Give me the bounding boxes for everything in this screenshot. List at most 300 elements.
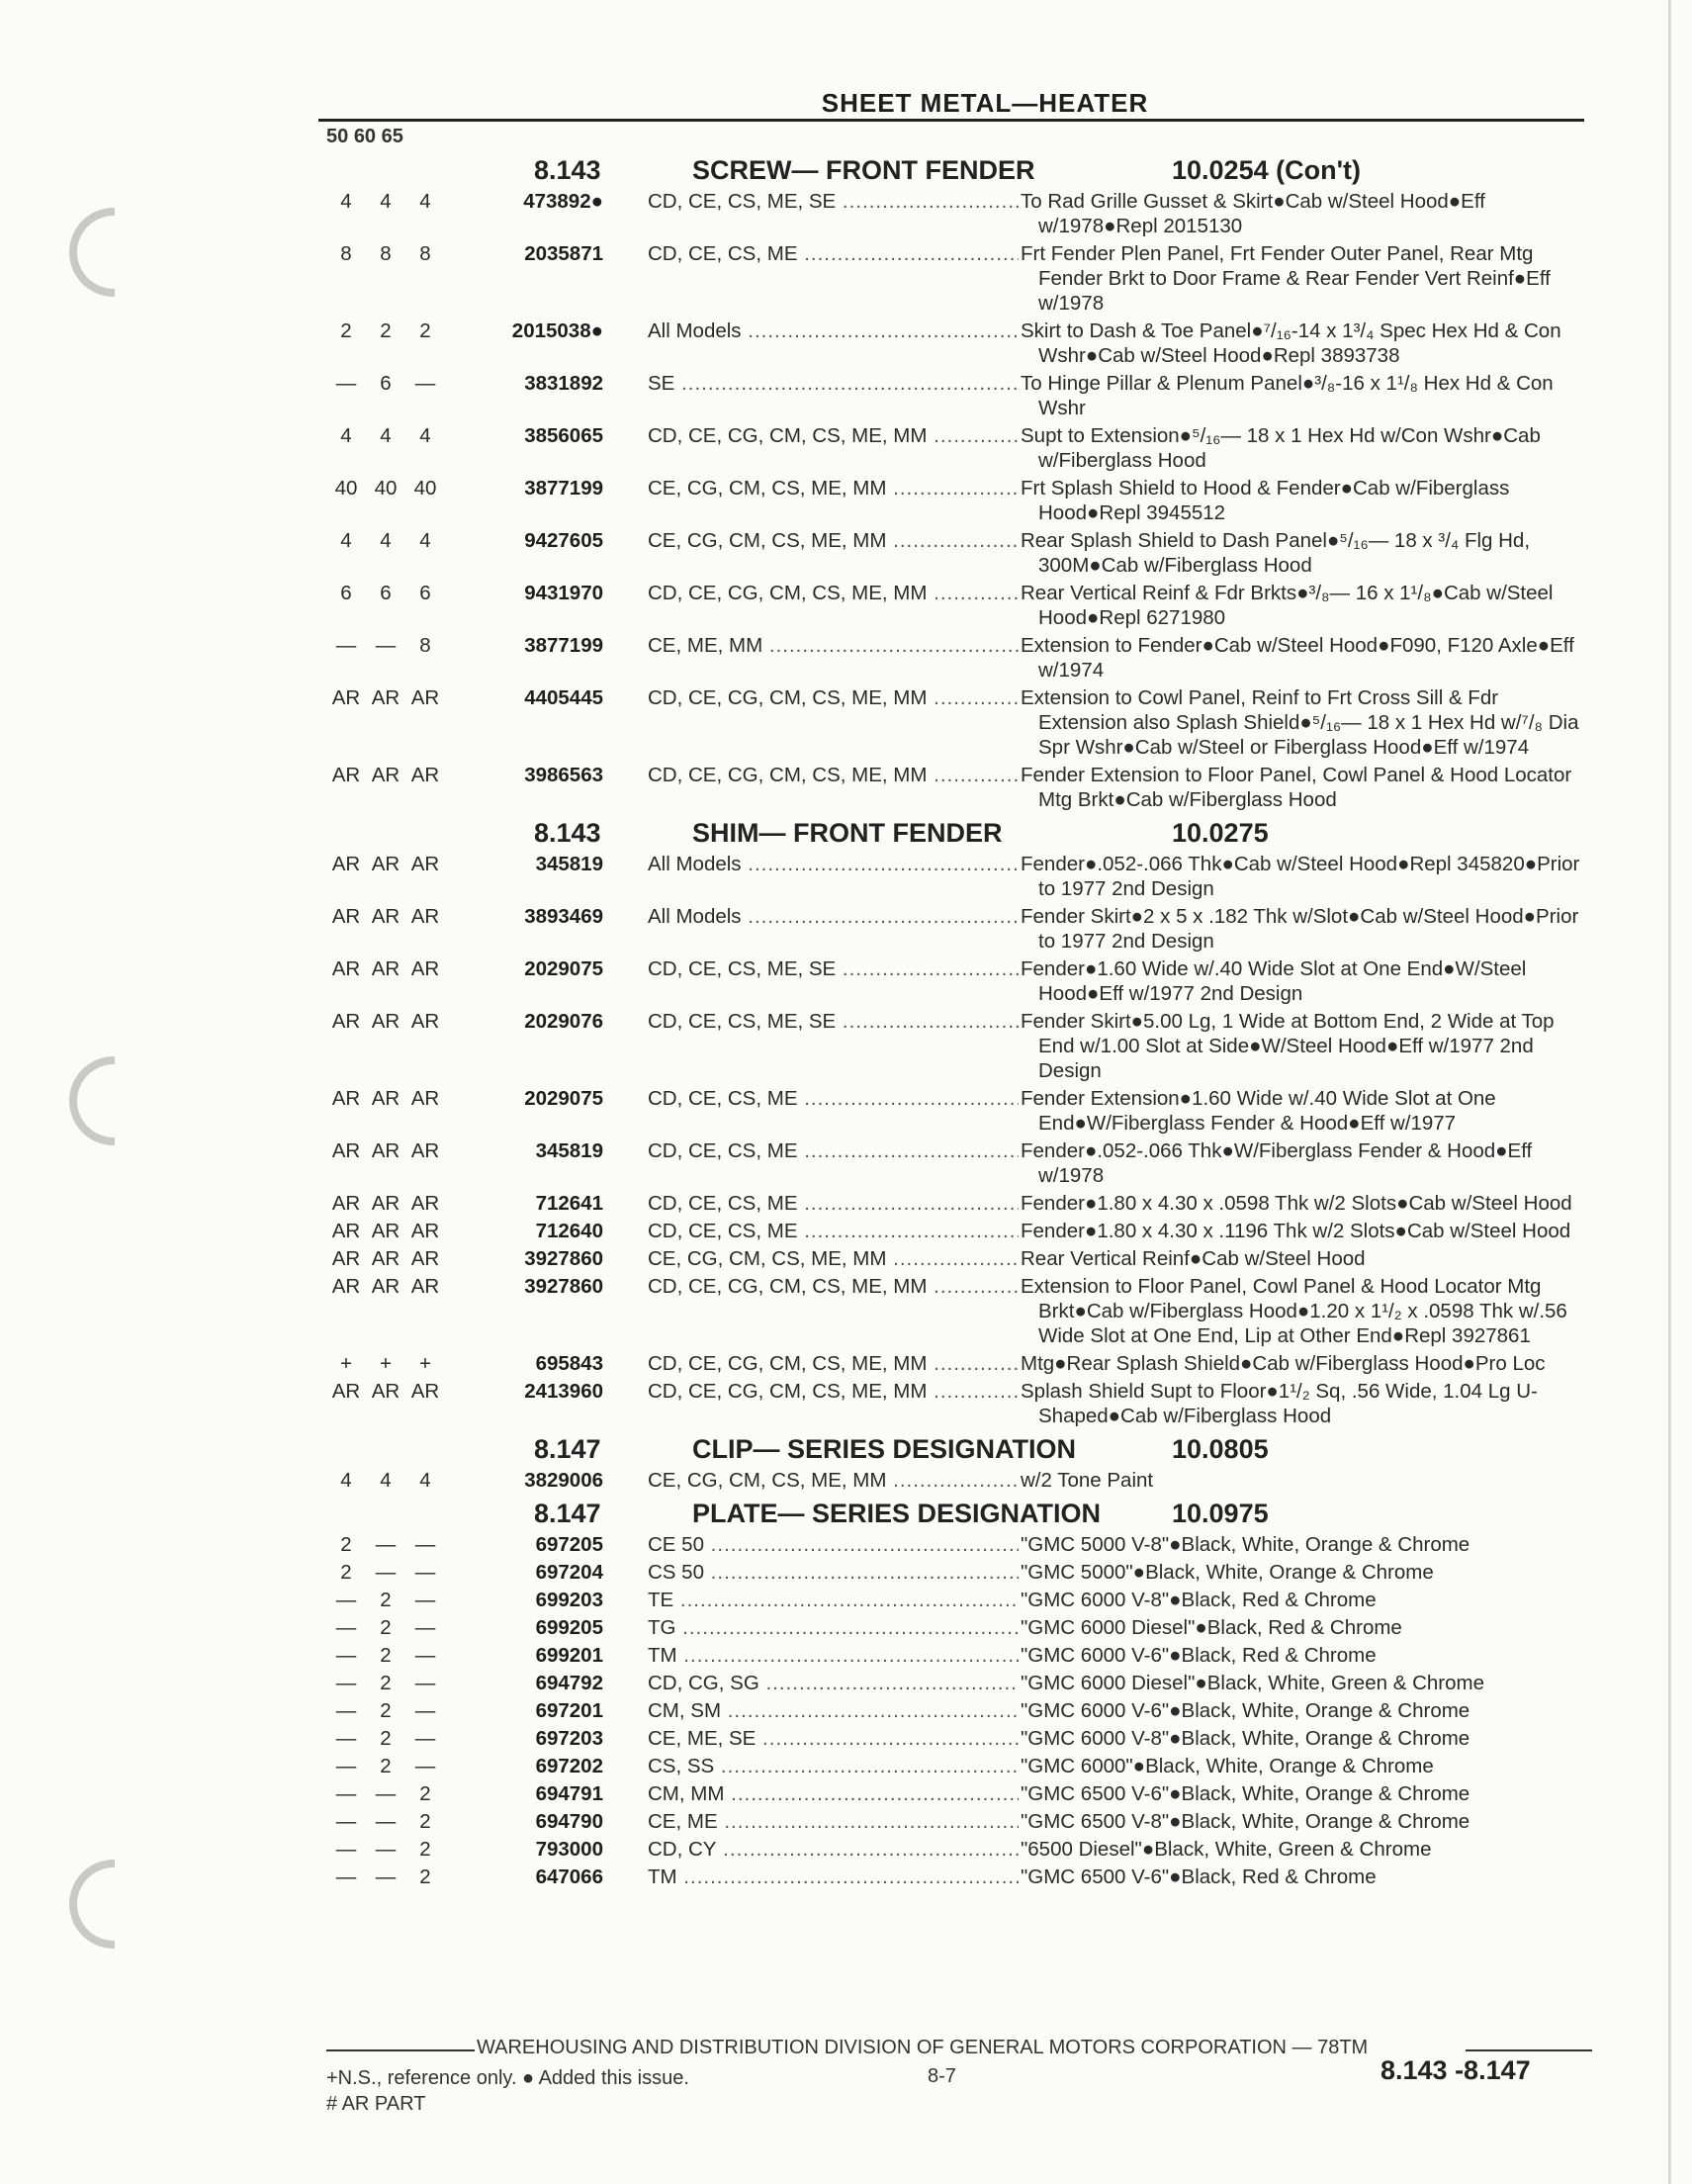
- part-number: 4405445: [524, 686, 603, 709]
- part-number: 2035871: [524, 242, 603, 265]
- section-code: 8.143: [534, 155, 601, 185]
- description-cell: Fender●1.60 Wide w/.40 Wide Slot at One End●W/Steel Hood●Eff w/1977 2nd Design: [1021, 957, 1527, 1005]
- part-number: 3986563: [524, 764, 603, 786]
- quantity-cell: AR: [410, 957, 440, 980]
- quantity-cells: [326, 1468, 445, 1493]
- quantity-cell: AR: [331, 1275, 361, 1298]
- part-number: 9427605: [524, 529, 603, 552]
- description-cell: "GMC 6500 V-6"●Black, Red & Chrome: [1021, 1866, 1377, 1888]
- qty-header-60: 60: [353, 126, 377, 147]
- models-cell: CE, ME .....: [648, 1809, 1019, 1834]
- section-header: [326, 1428, 1584, 1468]
- quantity-cell: +: [380, 1352, 392, 1375]
- quantity-cells: [326, 1865, 445, 1889]
- models-cell: CE, CG, CM, CS, ME, MM .....: [648, 528, 1019, 553]
- section-ref: 10.0275: [1172, 818, 1269, 848]
- table-row: [326, 581, 1584, 630]
- description-cell: "GMC 6000 V-6"●Black, Red & Chrome: [1021, 1644, 1377, 1667]
- quantity-cell: AR: [371, 905, 401, 928]
- quantity-cells: [326, 1643, 445, 1668]
- models-cell: TM .....: [648, 1865, 1019, 1889]
- quantity-cell: AR: [410, 1247, 440, 1270]
- quantity-cell: —: [335, 1589, 357, 1611]
- table-row: [326, 1781, 1584, 1806]
- quantity-cell: 6: [419, 582, 431, 604]
- table-row: [326, 956, 1584, 1006]
- description-cell: Extension to Floor Panel, Cowl Panel & Hood Locator Mtg Brkt●Cab w/Fiberglass Hood●1.20 x 1¹/₂ x .0598 Thk w/.56 Wide Slot at One End, Lip at Other End●Repl 3927861: [1021, 1275, 1567, 1347]
- quantity-cells: [326, 904, 445, 929]
- quantity-cell: 4: [380, 1469, 392, 1492]
- qty-header-50: 50: [326, 126, 349, 147]
- quantity-cells: [326, 1698, 445, 1723]
- description-cell: Fender●.052-.066 Thk●W/Fiberglass Fender & Hood●Eff w/1978: [1021, 1139, 1533, 1187]
- description-cell: Frt Splash Shield to Hood & Fender●Cab w/Fiberglass Hood●Repl 3945512: [1021, 477, 1510, 524]
- table-row: [326, 1138, 1584, 1188]
- quantity-cell: AR: [331, 764, 361, 786]
- description-cell: "GMC 6000 V-8"●Black, Red & Chrome: [1021, 1589, 1377, 1611]
- footer-notes: [326, 2065, 689, 2117]
- quantity-cell: —: [335, 1727, 357, 1750]
- table-row: [326, 1560, 1584, 1585]
- table-row: [326, 763, 1584, 812]
- table-row: [326, 528, 1584, 578]
- models-cell: CD, CE, CG, CM, CS, ME, MM .....: [648, 1351, 1019, 1376]
- table-row: [326, 1698, 1584, 1723]
- qty-header-65: 65: [381, 126, 403, 147]
- models-cell: CD, CE, CS, ME, SE .....: [648, 189, 1019, 214]
- part-number: 695843: [535, 1352, 603, 1375]
- footer-rule-right: [1466, 2049, 1592, 2051]
- quantity-cell: AR: [331, 1247, 361, 1270]
- quantity-cells: [326, 763, 445, 787]
- quantity-cell: 6: [380, 372, 392, 395]
- quantity-cell: —: [375, 634, 397, 657]
- section-header: [326, 812, 1584, 852]
- quantity-cell: —: [335, 1616, 357, 1639]
- part-number: 3831892: [524, 372, 603, 395]
- models-cell: CD, CE, CS, ME .....: [648, 1086, 1019, 1111]
- quantity-cell: AR: [331, 1010, 361, 1033]
- quantity-cells: [326, 1588, 445, 1612]
- quantity-cell: 2: [340, 1561, 352, 1584]
- models-cell: All Models .....: [648, 904, 1019, 929]
- quantity-cell: AR: [410, 1139, 440, 1162]
- models-cell: CD, CE, CG, CM, CS, ME, MM .....: [648, 423, 1019, 448]
- models-cell: CM, SM .....: [648, 1698, 1019, 1723]
- description-cell: "GMC 6000 Diesel"●Black, White, Green & Chrome: [1021, 1672, 1484, 1694]
- description-cell: "GMC 6000 V-8"●Black, White, Orange & Chrome: [1021, 1727, 1470, 1750]
- models-cell: CD, CG, SG .....: [648, 1671, 1019, 1695]
- quantity-cell: AR: [410, 686, 440, 709]
- quantity-cell: 4: [380, 190, 392, 213]
- quantity-cell: 2: [419, 1810, 431, 1833]
- description-cell: Fender●1.80 x 4.30 x .0598 Thk w/2 Slots●Cab w/Steel Hood: [1021, 1192, 1572, 1215]
- part-number: 697203: [535, 1727, 603, 1750]
- table-row: [326, 1588, 1584, 1612]
- quantity-cell: AR: [331, 1192, 361, 1215]
- quantity-cell: AR: [371, 853, 401, 875]
- quantity-cell: —: [335, 1699, 357, 1722]
- quantity-column-headers: [326, 124, 1584, 149]
- quantity-cells: [326, 1726, 445, 1751]
- quantity-cell: AR: [371, 1275, 401, 1298]
- quantity-cell: AR: [410, 1380, 440, 1403]
- footer-note-ns: +N.S., reference only. ● Added this issue.: [326, 2067, 689, 2089]
- description-cell: To Rad Grille Gusset & Skirt●Cab w/Steel Hood●Eff w/1978●Repl 2015130: [1021, 190, 1485, 237]
- part-number: 345819: [535, 853, 603, 875]
- quantity-cell: 2: [419, 1838, 431, 1861]
- description-cell: Fender Extension to Floor Panel, Cowl Panel & Hood Locator Mtg Brkt●Cab w/Fiberglass Hood: [1021, 764, 1572, 811]
- models-cell: CD, CE, CS, ME, SE .....: [648, 1009, 1019, 1034]
- quantity-cell: AR: [371, 1139, 401, 1162]
- description-cell: "GMC 5000 V-8"●Black, White, Orange & Chrome: [1021, 1533, 1470, 1556]
- quantity-cells: [326, 189, 445, 214]
- table-row: [326, 1009, 1584, 1083]
- section-title: SHIM— FRONT FENDER: [692, 818, 1003, 848]
- quantity-cell: —: [375, 1533, 397, 1556]
- quantity-cell: AR: [331, 853, 361, 875]
- quantity-cells: [326, 1351, 445, 1376]
- quantity-cells: [326, 1086, 445, 1111]
- quantity-cells: [326, 423, 445, 448]
- part-number: 345819: [535, 1139, 603, 1162]
- models-cell: CM, MM .....: [648, 1781, 1019, 1806]
- quantity-cell: AR: [371, 1247, 401, 1270]
- quantity-cell: 4: [340, 529, 352, 552]
- models-cell: TG .....: [648, 1615, 1019, 1640]
- quantity-cell: —: [414, 1589, 436, 1611]
- table-row: [326, 318, 1584, 368]
- quantity-cell: AR: [371, 1087, 401, 1110]
- quantity-cells: [326, 1532, 445, 1557]
- quantity-cell: 8: [340, 242, 352, 265]
- quantity-cell: AR: [371, 1010, 401, 1033]
- quantity-cell: —: [335, 634, 357, 657]
- part-number: 712641: [535, 1192, 603, 1215]
- table-row: [326, 1532, 1584, 1557]
- section-code: 8.147: [534, 1499, 601, 1528]
- quantity-cell: 4: [380, 424, 392, 447]
- part-number: 697201: [535, 1699, 603, 1722]
- quantity-cell: 4: [419, 190, 431, 213]
- part-number: 2029076: [524, 1010, 603, 1033]
- quantity-cell: —: [414, 1644, 436, 1667]
- section-code: 8.147: [534, 1434, 601, 1464]
- table-row: [326, 904, 1584, 954]
- description-cell: Fender Skirt●2 x 5 x .182 Thk w/Slot●Cab w/Steel Hood●Prior to 1977 2nd Design: [1021, 905, 1579, 953]
- description-cell: Rear Vertical Reinf●Cab w/Steel Hood: [1021, 1247, 1366, 1270]
- models-cell: CD, CE, CG, CM, CS, ME, MM .....: [648, 581, 1019, 605]
- quantity-cell: 4: [340, 424, 352, 447]
- quantity-cell: —: [335, 1672, 357, 1694]
- quantity-cells: [326, 241, 445, 266]
- title-rule: [318, 119, 1584, 122]
- part-number: 2029075: [524, 1087, 603, 1110]
- quantity-cell: AR: [331, 1220, 361, 1242]
- quantity-cells: [326, 852, 445, 876]
- quantity-cell: +: [419, 1352, 431, 1375]
- quantity-cells: [326, 581, 445, 605]
- quantity-cell: —: [414, 1727, 436, 1750]
- part-number: 2413960: [524, 1380, 603, 1403]
- quantity-cells: [326, 1274, 445, 1299]
- quantity-cell: AR: [410, 1192, 440, 1215]
- quantity-cell: 4: [380, 529, 392, 552]
- models-cell: CE, CG, CM, CS, ME, MM .....: [648, 1468, 1019, 1493]
- models-cell: CD, CE, CG, CM, CS, ME, MM .....: [648, 1379, 1019, 1404]
- table-row: [326, 1754, 1584, 1778]
- part-number: 3927860: [524, 1275, 603, 1298]
- quantity-cell: 4: [419, 529, 431, 552]
- quantity-cell: 2: [419, 319, 431, 342]
- models-cell: CE, ME, MM .....: [648, 633, 1019, 658]
- section-ref: 10.0805: [1172, 1434, 1269, 1464]
- quantity-cell: 2: [380, 1616, 392, 1639]
- models-cell: CD, CE, CS, ME .....: [648, 1219, 1019, 1243]
- table-row: [326, 1351, 1584, 1376]
- quantity-cells: [326, 1754, 445, 1778]
- section-ref: 10.0975: [1172, 1499, 1269, 1528]
- quantity-cell: —: [375, 1838, 397, 1861]
- models-cell: CE, CG, CM, CS, ME, MM .....: [648, 476, 1019, 500]
- quantity-cell: —: [335, 1810, 357, 1833]
- part-number: 699203: [535, 1589, 603, 1611]
- quantity-cell: AR: [410, 764, 440, 786]
- models-cell: TM .....: [648, 1643, 1019, 1668]
- models-cell: All Models .....: [648, 318, 1019, 343]
- quantity-cell: AR: [331, 1139, 361, 1162]
- quantity-cell: AR: [371, 1220, 401, 1242]
- description-cell: "GMC 6500 V-8"●Black, White, Orange & Chrome: [1021, 1810, 1470, 1833]
- part-number: 473892●: [523, 190, 603, 213]
- quantity-cell: 2: [380, 1672, 392, 1694]
- quantity-cell: —: [335, 1644, 357, 1667]
- table-row: [326, 1837, 1584, 1862]
- models-cell: CD, CE, CG, CM, CS, ME, MM .....: [648, 685, 1019, 710]
- quantity-cell: AR: [371, 686, 401, 709]
- table-row: [326, 1086, 1584, 1136]
- part-number: 3829006: [524, 1469, 603, 1492]
- models-cell: CD, CE, CG, CM, CS, ME, MM .....: [648, 1274, 1019, 1299]
- quantity-cell: —: [335, 372, 357, 395]
- quantity-cell: 40: [413, 477, 437, 500]
- quantity-cell: 2: [380, 1699, 392, 1722]
- parts-catalog-page: [326, 87, 1584, 1889]
- part-number: 694790: [535, 1810, 603, 1833]
- quantity-cell: 6: [380, 582, 392, 604]
- part-number: 699201: [535, 1644, 603, 1667]
- quantity-cell: —: [414, 1616, 436, 1639]
- quantity-cell: AR: [331, 1380, 361, 1403]
- table-row: [326, 476, 1584, 525]
- section-header: [326, 1493, 1584, 1532]
- quantity-cells: [326, 318, 445, 343]
- table-row: [326, 1379, 1584, 1428]
- quantity-cells: [326, 1009, 445, 1034]
- models-cell: CD, CE, CS, ME .....: [648, 1191, 1019, 1216]
- quantity-cell: —: [414, 1755, 436, 1777]
- description-cell: "GMC 6000 Diesel"●Black, Red & Chrome: [1021, 1616, 1402, 1639]
- quantity-cells: [326, 1379, 445, 1404]
- models-cell: CE, CG, CM, CS, ME, MM .....: [648, 1246, 1019, 1271]
- table-row: [326, 1726, 1584, 1751]
- quantity-cells: [326, 1781, 445, 1806]
- table-row: [326, 1809, 1584, 1834]
- quantity-cell: +: [340, 1352, 352, 1375]
- description-cell: Mtg●Rear Splash Shield●Cab w/Fiberglass Hood●Pro Loc: [1021, 1352, 1546, 1375]
- quantity-cell: 2: [340, 1533, 352, 1556]
- footer-note-ar: # AR PART: [326, 2093, 426, 2115]
- table-row: [326, 1468, 1584, 1493]
- description-cell: "6500 Diesel"●Black, White, Green & Chrome: [1021, 1838, 1432, 1861]
- description-cell: Frt Fender Plen Panel, Frt Fender Outer Panel, Rear Mtg Fender Brkt to Door Frame & Rear Fender Vert Reinf●Eff w/1978: [1021, 242, 1551, 315]
- part-number: 3877199: [524, 634, 603, 657]
- part-number: 3877199: [524, 477, 603, 500]
- quantity-cell: 8: [419, 242, 431, 265]
- quantity-cell: 2: [419, 1866, 431, 1888]
- quantity-cells: [326, 1560, 445, 1585]
- quantity-cell: 2: [380, 1589, 392, 1611]
- description-cell: Fender●1.80 x 4.30 x .1196 Thk w/2 Slots●Cab w/Steel Hood: [1021, 1220, 1571, 1242]
- quantity-cell: 2: [419, 1782, 431, 1805]
- description-cell: Fender●.052-.066 Thk●Cab w/Steel Hood●Repl 345820●Prior to 1977 2nd Design: [1021, 853, 1580, 900]
- table-row: [326, 241, 1584, 316]
- part-number: 697202: [535, 1755, 603, 1777]
- section-header: [326, 149, 1584, 189]
- models-cell: CS, SS .....: [648, 1754, 1019, 1778]
- table-row: [326, 633, 1584, 682]
- quantity-cell: AR: [371, 1380, 401, 1403]
- quantity-cell: —: [414, 372, 436, 395]
- description-cell: "GMC 6500 V-6"●Black, White, Orange & Chrome: [1021, 1782, 1470, 1805]
- quantity-cells: [326, 476, 445, 500]
- description-cell: Extension to Fender●Cab w/Steel Hood●F090, F120 Axle●Eff w/1974: [1021, 634, 1574, 682]
- page-number: 8-7: [928, 2065, 956, 2087]
- table-row: [326, 1671, 1584, 1695]
- quantity-cell: AR: [371, 1192, 401, 1215]
- quantity-cells: [326, 528, 445, 553]
- description-cell: Rear Splash Shield to Dash Panel●⁵/₁₆— 18 x ³/₄ Flg Hd, 300M●Cab w/Fiberglass Hood: [1021, 529, 1531, 577]
- models-cell: All Models .....: [648, 852, 1019, 876]
- section-code: 8.143: [534, 818, 601, 848]
- page-title: SHEET METAL—HEATER: [821, 88, 1149, 118]
- table-row: [326, 1219, 1584, 1243]
- section-title: PLATE— SERIES DESIGNATION: [692, 1499, 1102, 1528]
- quantity-cells: [326, 1138, 445, 1163]
- part-number: 3856065: [524, 424, 603, 447]
- quantity-cell: —: [335, 1838, 357, 1861]
- description-cell: Fender Extension●1.60 Wide w/.40 Wide Slot at One End●W/Fiberglass Fender & Hood●Eff w/1977: [1021, 1087, 1496, 1135]
- description-cell: Supt to Extension●⁵/₁₆— 18 x 1 Hex Hd w/Con Wshr●Cab w/Fiberglass Hood: [1021, 424, 1541, 472]
- quantity-cell: AR: [410, 853, 440, 875]
- models-cell: CD, CE, CS, ME .....: [648, 241, 1019, 266]
- models-cell: CS 50 .....: [648, 1560, 1019, 1585]
- quantity-cell: 4: [340, 1469, 352, 1492]
- quantity-cells: [326, 956, 445, 981]
- parts-sections: [326, 149, 1584, 1889]
- models-cell: CE 50 .....: [648, 1532, 1019, 1557]
- quantity-cells: [326, 1671, 445, 1695]
- quantity-cell: AR: [331, 686, 361, 709]
- quantity-cell: AR: [371, 764, 401, 786]
- footer-division: WAREHOUSING AND DISTRIBUTION DIVISION OF GENERAL MOTORS CORPORATION — 78TM: [477, 2037, 1369, 2058]
- quantity-cell: —: [335, 1866, 357, 1888]
- section-range: 8.143 -8.147: [1380, 2055, 1531, 2085]
- models-cell: CE, ME, SE .....: [648, 1726, 1019, 1751]
- table-row: [326, 1615, 1584, 1640]
- quantity-cell: —: [375, 1866, 397, 1888]
- quantity-cell: 4: [419, 1469, 431, 1492]
- description-cell: Rear Vertical Reinf & Fdr Brkts●³/₈— 16 x 1¹/₈●Cab w/Steel Hood●Repl 6271980: [1021, 582, 1554, 629]
- quantity-cells: [326, 685, 445, 710]
- quantity-cell: 6: [340, 582, 352, 604]
- quantity-cells: [326, 371, 445, 396]
- part-number: 697205: [535, 1533, 603, 1556]
- table-row: [326, 1274, 1584, 1348]
- quantity-cell: —: [414, 1699, 436, 1722]
- part-number: 2029075: [524, 957, 603, 980]
- table-row: [326, 1865, 1584, 1889]
- quantity-cell: 2: [340, 319, 352, 342]
- quantity-cell: —: [375, 1782, 397, 1805]
- part-number: 2015038●: [511, 319, 603, 342]
- quantity-cells: [326, 1191, 445, 1216]
- description-cell: "GMC 5000"●Black, White, Orange & Chrome: [1021, 1561, 1434, 1584]
- quantity-cell: AR: [331, 1087, 361, 1110]
- quantity-cell: —: [375, 1561, 397, 1584]
- quantity-cells: [326, 1837, 445, 1862]
- table-row: [326, 1246, 1584, 1271]
- part-number: 3893469: [524, 905, 603, 928]
- description-cell: Fender Skirt●5.00 Lg, 1 Wide at Bottom End, 2 Wide at Top End w/1.00 Slot at Side●W/Steel Hood●Eff w/1977 2nd Design: [1021, 1010, 1555, 1082]
- models-cell: CD, CE, CS, ME .....: [648, 1138, 1019, 1163]
- quantity-cell: 8: [419, 634, 431, 657]
- table-row: [326, 685, 1584, 760]
- quantity-cell: 4: [419, 424, 431, 447]
- quantity-cell: 2: [380, 1727, 392, 1750]
- part-number: 3927860: [524, 1247, 603, 1270]
- quantity-cell: AR: [331, 957, 361, 980]
- quantity-cells: [326, 1809, 445, 1834]
- quantity-cell: AR: [410, 905, 440, 928]
- table-row: [326, 189, 1584, 238]
- quantity-cell: AR: [331, 905, 361, 928]
- description-cell: To Hinge Pillar & Plenum Panel●³/₈-16 x 1¹/₈ Hex Hd & Con Wshr: [1021, 372, 1554, 419]
- quantity-cell: —: [414, 1672, 436, 1694]
- models-cell: CD, CE, CG, CM, CS, ME, MM .....: [648, 763, 1019, 787]
- quantity-cell: 2: [380, 1644, 392, 1667]
- quantity-cell: —: [335, 1782, 357, 1805]
- table-row: [326, 423, 1584, 473]
- description-cell: "GMC 6000 V-6"●Black, White, Orange & Chrome: [1021, 1699, 1470, 1722]
- quantity-cells: [326, 633, 445, 658]
- models-cell: TE .....: [648, 1588, 1019, 1612]
- quantity-cell: —: [335, 1755, 357, 1777]
- description-cell: Splash Shield Supt to Floor●1¹/₂ Sq, .56 Wide, 1.04 Lg U-Shaped●Cab w/Fiberglass Hood: [1021, 1380, 1538, 1427]
- part-number: 9431970: [524, 582, 603, 604]
- models-cell: CD, CY .....: [648, 1837, 1019, 1862]
- models-cell: SE .....: [648, 371, 1019, 396]
- description-cell: "GMC 6000"●Black, White, Orange & Chrome: [1021, 1755, 1434, 1777]
- part-number: 793000: [535, 1838, 603, 1861]
- models-cell: CD, CE, CS, ME, SE .....: [648, 956, 1019, 981]
- quantity-cell: 40: [374, 477, 398, 500]
- quantity-cell: 2: [380, 319, 392, 342]
- quantity-cell: —: [375, 1810, 397, 1833]
- table-row: [326, 1643, 1584, 1668]
- table-row: [326, 852, 1584, 901]
- quantity-cells: [326, 1615, 445, 1640]
